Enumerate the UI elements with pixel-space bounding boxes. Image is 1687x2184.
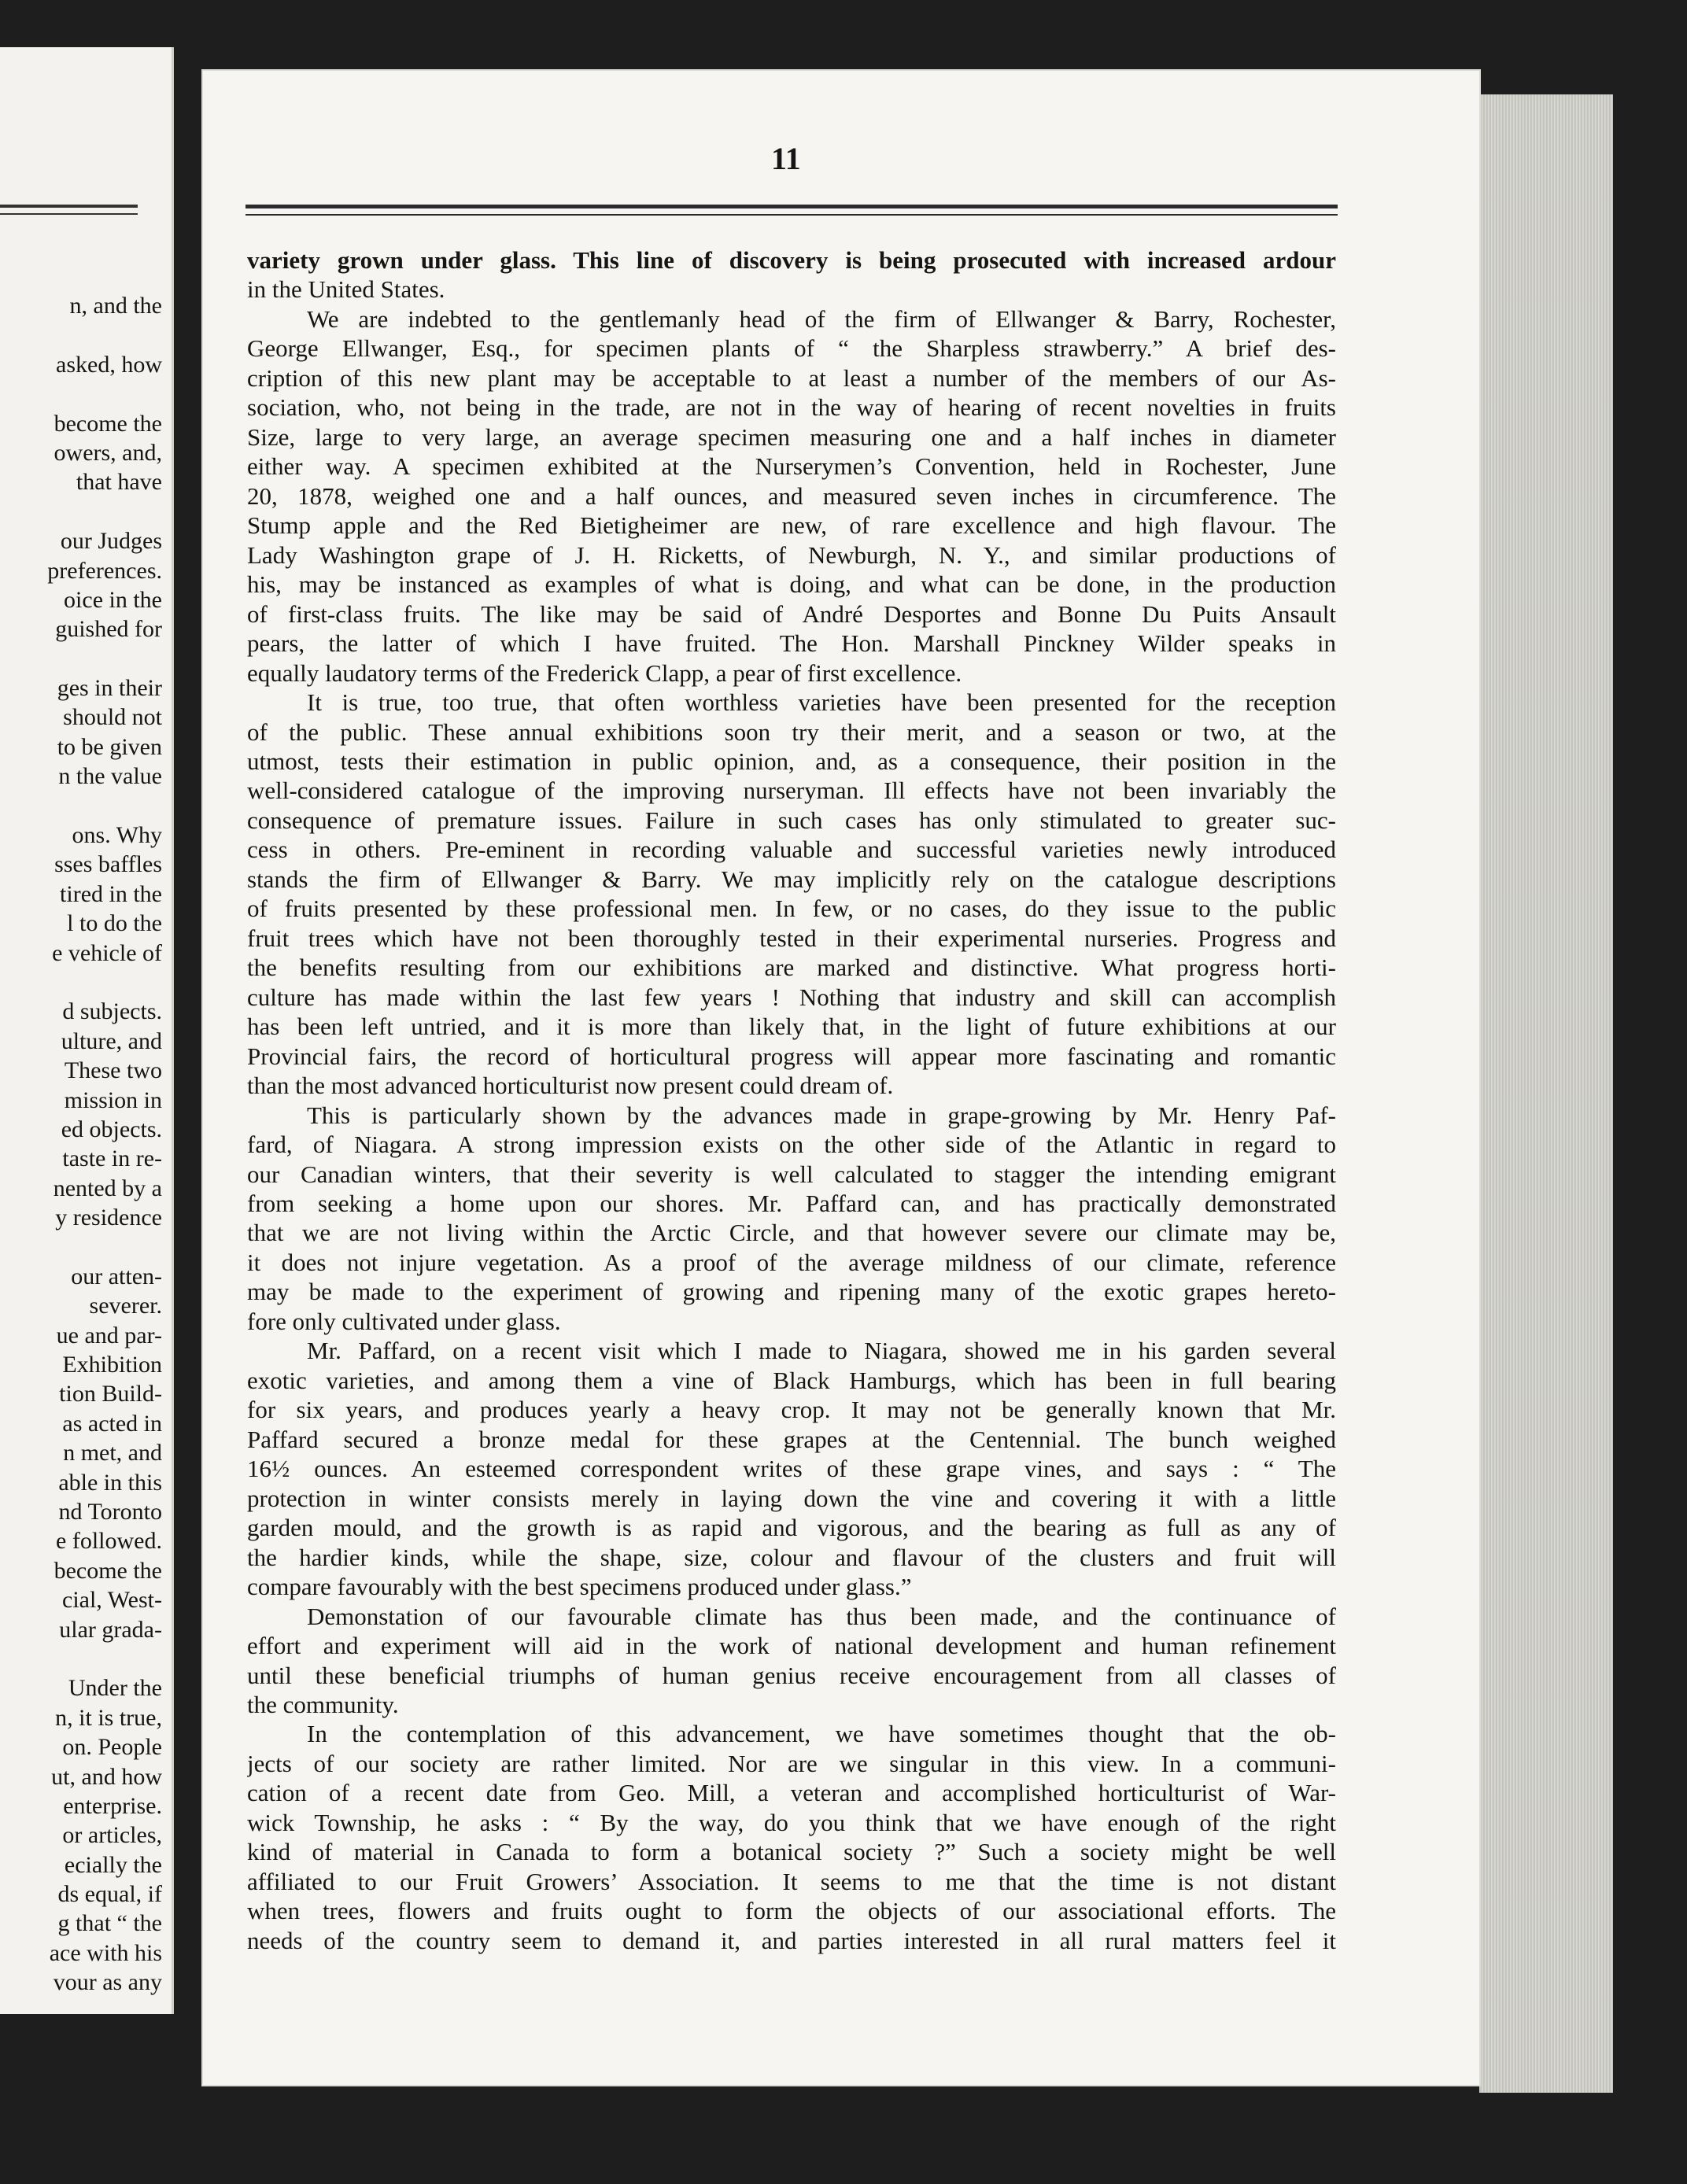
text-line: that we are not living within the Arctic Circle, and that however severe our climate may be, (247, 1219, 1336, 1247)
left-page-line: ed objects. (61, 1116, 162, 1142)
text-line: from seeking a home upon our shores. Mr. Paffard can, and has practically demonstrated (247, 1190, 1336, 1217)
text-line: Paffard secured a bronze medal for these grapes at the Centennial. The bunch weighed (247, 1425, 1336, 1453)
left-page-line (47, 968, 162, 997)
left-page-line: ds equal, if (57, 1881, 162, 1908)
text-line: of fruits presented by these professional men. In few, or no cases, do they issue to the public (247, 895, 1336, 923)
left-facing-page (0, 47, 174, 2014)
text-line: cess in others. Pre-eminent in recording valuable and successful varieties newly introduced (247, 836, 1336, 864)
text-line: cation of a recent date from Geo. Mill, a veteran and accomplished horticulturist of War- (247, 1779, 1336, 1807)
left-page-line: guished for (55, 616, 162, 643)
left-page-line: that have (76, 469, 162, 496)
left-page-line: ges in their (57, 675, 162, 702)
left-page-line: y residence (55, 1205, 162, 1231)
text-line: it does not injure vegetation. As a proof of the average mildness of our climate, reference (247, 1248, 1336, 1276)
text-line: exotic varieties, and among them a vine of Black Hamburgs, which has been in full bearing (247, 1366, 1336, 1394)
left-page-line: owers, and, (54, 439, 162, 466)
left-page-line: ular grada- (59, 1616, 162, 1643)
left-page-line: become the (54, 1557, 162, 1584)
text-line: well-considered catalogue of the improving nurseryman. Ill effects have not been invariably the (247, 777, 1336, 805)
text-line: jects of our society are rather limited. Nor are we singular in this view. In a communi- (247, 1749, 1336, 1777)
text-line: the benefits resulting from our exhibitions are marked and distinctive. What progress horti- (247, 954, 1336, 982)
left-page-line: l to do the (67, 910, 162, 937)
text-line: the community. (247, 1690, 399, 1718)
text-line: our Canadian winters, that their severity is well calculated to stagger the intending emigrant (247, 1160, 1336, 1188)
text-line: cription of this new plant may be acceptable to at least a number of the members of our As- (247, 363, 1336, 392)
left-page-line: ut, and how (51, 1763, 162, 1790)
text-line: equally laudatory terms of the Frederick Clapp, a pear of first excellence. (247, 659, 962, 687)
text-line: for six years, and produces yearly a heavy crop. It may not be generally known that Mr. (247, 1396, 1336, 1424)
left-page-line (47, 1233, 162, 1262)
left-page-line (47, 791, 162, 821)
text-line: Mr. Paffard, on a recent visit which I made to Niagara, showed me in his garden several (307, 1337, 1336, 1365)
left-page-line: g that “ the (57, 1910, 162, 1937)
left-page-line: sses baffles (54, 851, 162, 878)
header-rule-thick (245, 205, 1338, 208)
left-page-line: able in this (58, 1469, 162, 1496)
text-line: In the contemplation of this advancement, we have sometimes thought that the ob- (307, 1720, 1336, 1748)
left-page-line: or articles, (62, 1822, 162, 1849)
left-page-line: ace with his (49, 1939, 162, 1966)
text-line: Lady Washington grape of J. H. Ricketts, of Newburgh, N. Y., and similar productions of (247, 540, 1336, 569)
text-line: protection in winter consists merely in laying down the vine and covering it with a little (247, 1484, 1336, 1512)
left-page-text-fragments (47, 291, 162, 1998)
left-page-line: our Judges (60, 528, 162, 555)
left-page-line: ons. Why (72, 822, 162, 849)
left-page-line: our atten- (71, 1263, 162, 1289)
left-page-line: e vehicle of (52, 939, 162, 966)
left-page-line (47, 379, 162, 408)
left-page-line: should not (63, 704, 162, 731)
left-page-line (47, 320, 162, 349)
text-line: variety grown under glass. This line of discovery is being prosecuted with increased ardour (247, 246, 1336, 274)
left-page-line: nd Toronto (58, 1499, 162, 1525)
left-page-line: severer. (89, 1293, 162, 1319)
left-page-line: asked, how (56, 351, 162, 378)
text-line: stands the firm of Ellwanger & Barry. We may implicitly rely on the catalogue descriptions (247, 865, 1336, 893)
text-line: affiliated to our Fruit Growers’ Association. It seems to me that the time is not distant (247, 1867, 1336, 1895)
text-line: needs of the country seem to demand it, and parties interested in all rural matters feel it (247, 1926, 1336, 1954)
left-page-line: n, it is true, (55, 1704, 162, 1731)
text-line: It is true, too true, that often worthless varieties have been presented for the reception (307, 688, 1336, 717)
text-line: fard, of Niagara. A strong impression exists on the other side of the Atlantic in regard to (247, 1131, 1336, 1159)
left-page-line: n the value (58, 763, 162, 790)
left-page-line: tired in the (60, 880, 162, 907)
left-page-line: ue and par- (56, 1322, 162, 1348)
text-line: Demonstation of our favourable climate has thus been made, and the continuance of (307, 1602, 1336, 1630)
left-page-line: e followed. (56, 1528, 162, 1555)
text-line: when trees, flowers and fruits ought to form the objects of our associational efforts. The (247, 1897, 1336, 1925)
text-line: effort and experiment will aid in the work of national development and human refinement (247, 1632, 1336, 1660)
left-page-line: ulture, and (61, 1027, 162, 1054)
text-line: This is particularly shown by the advances made in grape-growing by Mr. Henry Paf- (307, 1101, 1336, 1129)
header-rule-thin (245, 214, 1338, 216)
text-line: until these beneficial triumphs of human genius receive encouragement from all classes of (247, 1661, 1336, 1689)
left-page-line: as acted in (62, 1410, 162, 1437)
text-line: Provincial fairs, the record of horticultural progress will appear more fascinating and romantic (247, 1042, 1336, 1070)
text-line: kind of material in Canada to form a botanical society ?” Such a society might be well (247, 1838, 1336, 1866)
text-line: of first-class fruits. The like may be said of André Desportes and Bonne Du Puits Ansault (247, 599, 1336, 628)
left-page-line: nented by a (53, 1175, 162, 1201)
text-line: We are indebted to the gentlemanly head of the firm of Ellwanger & Barry, Rochester, (307, 304, 1336, 333)
left-page-line: n met, and (63, 1440, 162, 1466)
left-page-line: to be given (57, 733, 162, 760)
left-page-line: vour as any (53, 1969, 162, 1996)
text-line: 20, 1878, weighed one and a half ounces, and measured seven inches in circumference. The (247, 481, 1336, 510)
left-page-line: Exhibition (62, 1352, 162, 1378)
left-page-line: Under the (68, 1675, 162, 1702)
left-page-line: mission in (64, 1086, 162, 1113)
text-line: than the most advanced horticulturist now present could dream of. (247, 1072, 894, 1100)
left-page-line (47, 1644, 162, 1673)
text-line: may be made to the experiment of growing and ripening many of the exotic grapes hereto- (247, 1278, 1336, 1306)
text-line: in the United States. (247, 275, 445, 304)
text-line: sociation, who, not being in the trade, are not in the way of hearing of recent novelties in fruits (247, 393, 1336, 422)
left-page-line: These two (64, 1057, 162, 1084)
book-page-edges (1479, 94, 1613, 2093)
text-line: pears, the latter of which I have fruited. The Hon. Marshall Pinckney Wilder speaks in (247, 629, 1336, 658)
left-page-line: d subjects. (62, 998, 162, 1025)
text-line: either way. A specimen exhibited at the Nurserymen’s Convention, held in Rochester, June (247, 452, 1336, 481)
text-line: his, may be instanced as examples of what is doing, and what can be done, in the production (247, 570, 1336, 599)
text-line: culture has made within the last few years ! Nothing that industry and skill can accomplish (247, 983, 1336, 1011)
left-page-line: become the (54, 410, 162, 437)
left-page-line: preferences. (47, 557, 162, 584)
text-line: has been left untried, and it is more than likely that, in the light of future exhibitions at our (247, 1013, 1336, 1041)
text-line: of the public. These annual exhibitions soon try their merit, and a season or two, at the (247, 718, 1336, 746)
text-line: wick Township, he asks : “ By the way, do you think that we have enough of the right (247, 1808, 1336, 1836)
left-page-line: cial, West- (62, 1587, 162, 1614)
left-page-line (47, 497, 162, 526)
left-page-line (47, 644, 162, 673)
left-page-rule (0, 205, 138, 215)
body-text (247, 245, 1336, 1955)
left-page-line: n, and the (69, 293, 162, 319)
text-line: garden mould, and the growth is as rapid and vigorous, and the bearing as full as any of (247, 1514, 1336, 1542)
text-line: 16½ ounces. An esteemed correspondent writes of these grape vines, and says : “ The (247, 1455, 1336, 1483)
text-line: fore only cultivated under glass. (247, 1307, 561, 1335)
text-line: consequence of premature issues. Failure in such cases has only stimulated to greater suc- (247, 806, 1336, 834)
page-number: 11 (771, 141, 801, 176)
left-page-line: on. People (62, 1734, 162, 1761)
text-line: Stump apple and the Red Bietigheimer are new, of rare excellence and high flavour. The (247, 511, 1336, 540)
left-page-line: tion Build- (59, 1381, 162, 1407)
text-line: compare favourably with the best specimens produced under glass.” (247, 1573, 912, 1601)
left-page-line: ecially the (64, 1851, 162, 1878)
left-page-line: enterprise. (63, 1792, 162, 1819)
left-page-line: oice in the (64, 586, 162, 613)
text-line: fruit trees which have not been thoroughly tested in their experimental nurseries. Progress and (247, 924, 1336, 952)
text-line: the hardier kinds, while the shape, size, colour and flavour of the clusters and fruit will (247, 1543, 1336, 1571)
text-line: utmost, tests their estimation in public opinion, and, as a consequence, their position in the (247, 747, 1336, 775)
text-line: Size, large to very large, an average specimen measuring one and a half inches in diameter (247, 422, 1336, 451)
text-line: George Ellwanger, Esq., for specimen plants of “ the Sharpless strawberry.” A brief des- (247, 334, 1336, 363)
left-page-line: taste in re- (62, 1145, 162, 1172)
